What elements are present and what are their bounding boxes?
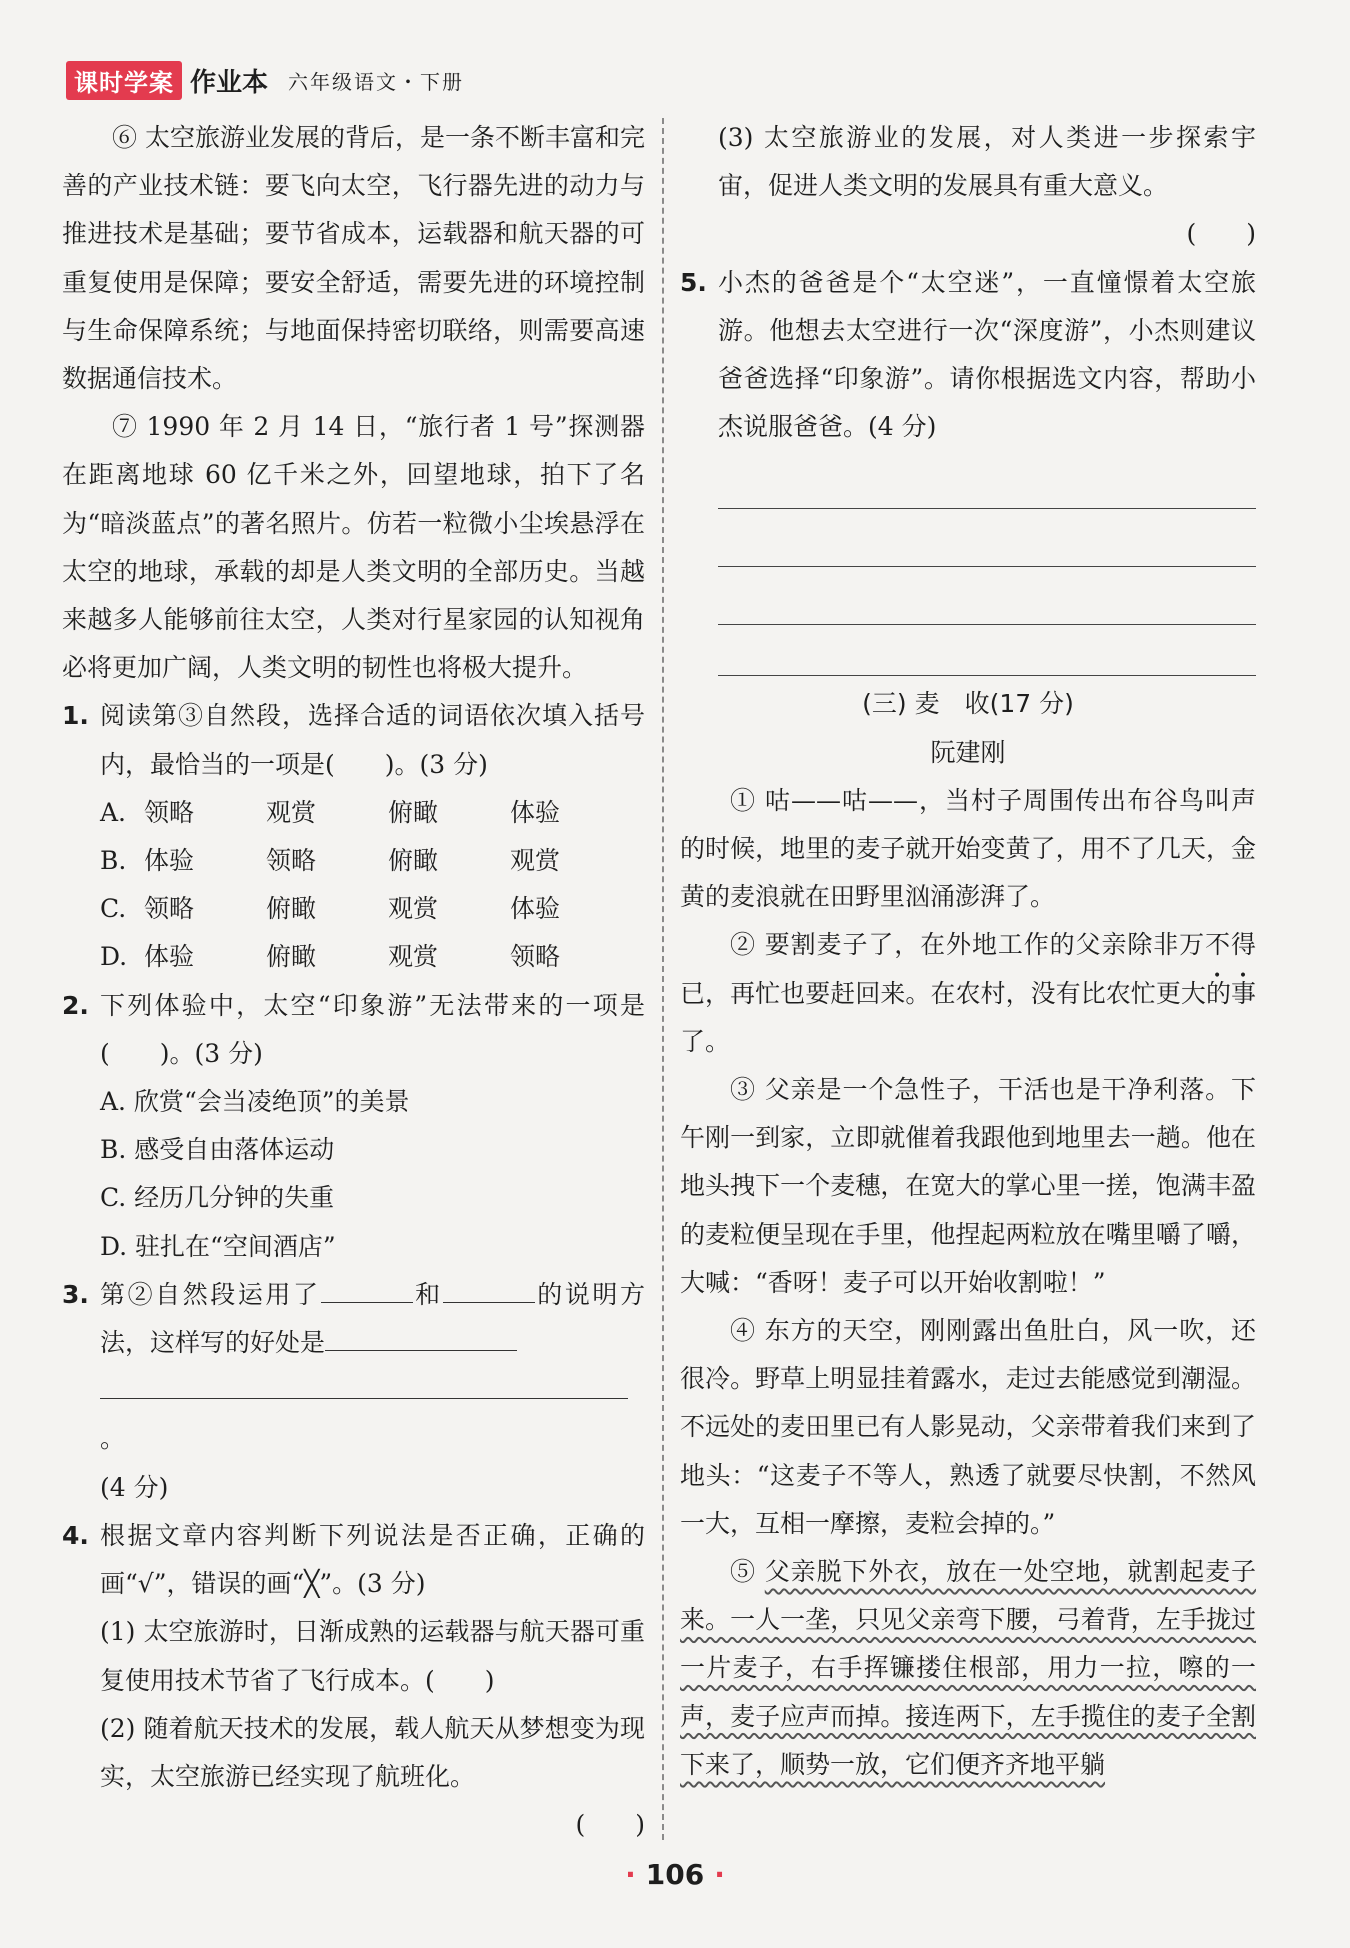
question-4-statement-2[interactable]: (2) 随着航天技术的发展，载人航天从梦想变为现实，太空旅游已经实现了航班化。 <box>100 1713 645 1791</box>
emphasis-dot: 万 <box>1179 930 1206 960</box>
paragraph-4: ④ 东方的天空，刚刚露出鱼肚白，风一吹，还很冷。野草上明显挂着露水，走过去能感觉到潮湿。不远处的麦田里已有人影晃动，父亲带着我们来到了地头：“这麦子不等人，熟透了就要尽快割，不然风一大，互相一摩擦，麦粒会掉的。” <box>680 1316 1256 1538</box>
question-4-text: 根据文章内容判断下列说法是否正确，正确的画“√”，错误的画“╳”。(3 分) <box>100 1520 645 1599</box>
question-1 <box>62 692 645 788</box>
answer-line[interactable] <box>718 509 1256 567</box>
question-3 <box>62 1271 645 1512</box>
paragraph-2: ② 要割麦子了，在外地工作的父亲除非万不得已，再忙也要赶回来。在农村，没有比农忙更大的事了。 <box>680 930 1256 1056</box>
book-title: 作业本 <box>190 67 269 98</box>
question-4-statement-1[interactable]: (1) 太空旅游时，日渐成熟的运载器与航天器可重复使用技术节省了飞行成本。( ) <box>100 1617 645 1695</box>
left-column <box>62 114 645 1849</box>
question-3-line2: 。 <box>100 1367 645 1463</box>
question-2-option-b[interactable]: B. 感受自由落体运动 <box>100 1135 335 1165</box>
question-2-option-c[interactable]: C. 经历几分钟的失重 <box>100 1183 335 1213</box>
wavy-underlined-text: 父亲脱下外衣，放在一处空地，就割起麦子来。一人一垄，只见父亲弯下腰，弓着背，左手拢过一片麦子，右手挥镰搂住根部，用力一拉，嚓的一声，麦子应声而掉。接连两下，左手揽住的麦子全割下来了，顺势一放，它们便齐齐地平躺 <box>680 1557 1256 1779</box>
answer-blank-2[interactable] <box>443 1274 535 1303</box>
question-1-number: 1. <box>62 701 89 731</box>
right-column <box>680 114 1256 1789</box>
question-2-text: 下列体验中，太空“印象游”无法带来的一项是( )。(3 分) <box>100 990 645 1068</box>
answer-blank-3[interactable] <box>325 1322 517 1351</box>
column-divider <box>662 118 664 1840</box>
emphasis-dot: 不 <box>1205 930 1231 960</box>
question-1-option-b[interactable]: B. 体验 领略 俯瞰 观赏 <box>100 846 561 876</box>
author: 阮建刚 <box>930 737 1006 767</box>
question-4-number: 4. <box>62 1520 89 1550</box>
paragraph-1: ① 咕——咕——，当村子周围传出布谷鸟叫声的时候，地里的麦子就开始变黄了，用不了几天，金黄的麦浪就在田野里汹涌澎湃了。 <box>680 785 1256 912</box>
answer-blank-4[interactable] <box>100 1370 628 1399</box>
page-number: · 106 · <box>625 1858 725 1891</box>
question-5-answer-area[interactable] <box>680 451 1256 676</box>
question-4-statement-2-paren[interactable]: ( ) <box>575 1810 645 1840</box>
paragraph-5: ⑤ 父亲脱下外衣，放在一处空地，就割起麦子来。一人一垄，只见父亲弯下腰，弓着背，左手拢过一片麦子，右手挥镰搂住根部，用力一拉，嚓的一声，麦子应声而掉。接连两下，左手揽住的麦子全割下来了，顺势一放，它们便齐齐地平躺 <box>680 1557 1256 1779</box>
question-5 <box>680 259 1256 452</box>
question-4 <box>62 1512 645 1608</box>
question-4-statement-3-paren[interactable]: ( ) <box>1186 219 1256 249</box>
question-1-option-c[interactable]: C. 领略 俯瞰 观赏 体验 <box>100 894 561 924</box>
question-5-number: 5. <box>680 267 707 297</box>
question-5-text: 小杰的爸爸是个“太空迷”，一直憧憬着太空旅游。他想去太空进行一次“深度游”，小杰则建议爸爸选择“印象游”。请你根据选文内容，帮助小杰说服爸爸。(4 分) <box>718 267 1256 442</box>
brand-badge: 课时学案 <box>66 61 182 100</box>
book-subtitle: 六年级语文・下册 <box>288 69 465 94</box>
question-4-statement-3[interactable]: (3) 太空旅游业的发展，对人类进一步探索宇宙，促进人类文明的发展具有重大意义。 <box>718 123 1256 201</box>
question-3-text: 第②自然段运用了 和 的说明方法，这样写的好处是 <box>100 1271 645 1367</box>
paragraph-6: ⑥ 太空旅游业发展的背后，是一条不断丰富和完善的产业技术链：要飞向太空，飞行器先进的动力与推进技术是基础；要节省成本，运载器和航天器的可重复使用是保障；要安全舒适，需要先进的环境控制与生命保障系统；与地面保持密切联络，则需要高速数据通信技术。 <box>62 123 645 394</box>
question-2-option-a[interactable]: A. 欣赏“会当凌绝顶”的美景 <box>100 1087 410 1117</box>
answer-line[interactable] <box>718 451 1256 509</box>
paragraph-7: ⑦ 1990 年 2 月 14 日，“旅行者 1 号”探测器在距离地球 60 亿千米之外，回望地球，拍下了名为“暗淡蓝点”的著名照片。仿若一粒微小尘埃悬浮在太空的地球，承载的却是人类文明的全部历史。当越来越多人能够前往太空，人类对行星家园的认知视角必将更加广阔，人类文明的韧性也将极大提升。 <box>62 412 645 683</box>
question-2 <box>62 982 645 1078</box>
answer-line[interactable] <box>718 625 1256 676</box>
question-3-score: (4 分) <box>100 1472 169 1502</box>
question-1-option-d[interactable]: D. 体验 俯瞰 观赏 领略 <box>100 942 561 972</box>
question-1-text: 阅读第③自然段，选择合适的词语依次填入括号内，最恰当的一项是( )。(3 分) <box>100 701 645 779</box>
question-2-number: 2. <box>62 990 89 1020</box>
question-1-option-a[interactable]: A. 领略 观赏 俯瞰 体验 <box>100 797 561 827</box>
question-2-option-d[interactable]: D. 驻扎在“空间酒店” <box>100 1231 336 1261</box>
answer-blank-1[interactable] <box>321 1274 413 1303</box>
paragraph-3: ③ 父亲是一个急性子，干活也是干净利落。下午刚一到家，立即就催着我跟他到地里去一趟。他在地头拽下一个麦穗，在宽大的掌心里一搓，饱满丰盈的麦粒便呈现在手里，他捏起两粒放在嘴里嚼了嚼，大喊：“香呀！麦子可以开始收割啦！” <box>680 1075 1256 1297</box>
answer-line[interactable] <box>718 567 1256 625</box>
header <box>66 60 464 100</box>
section-title: (三) 麦 收(17 分) <box>862 689 1074 719</box>
question-3-number: 3. <box>62 1279 89 1309</box>
